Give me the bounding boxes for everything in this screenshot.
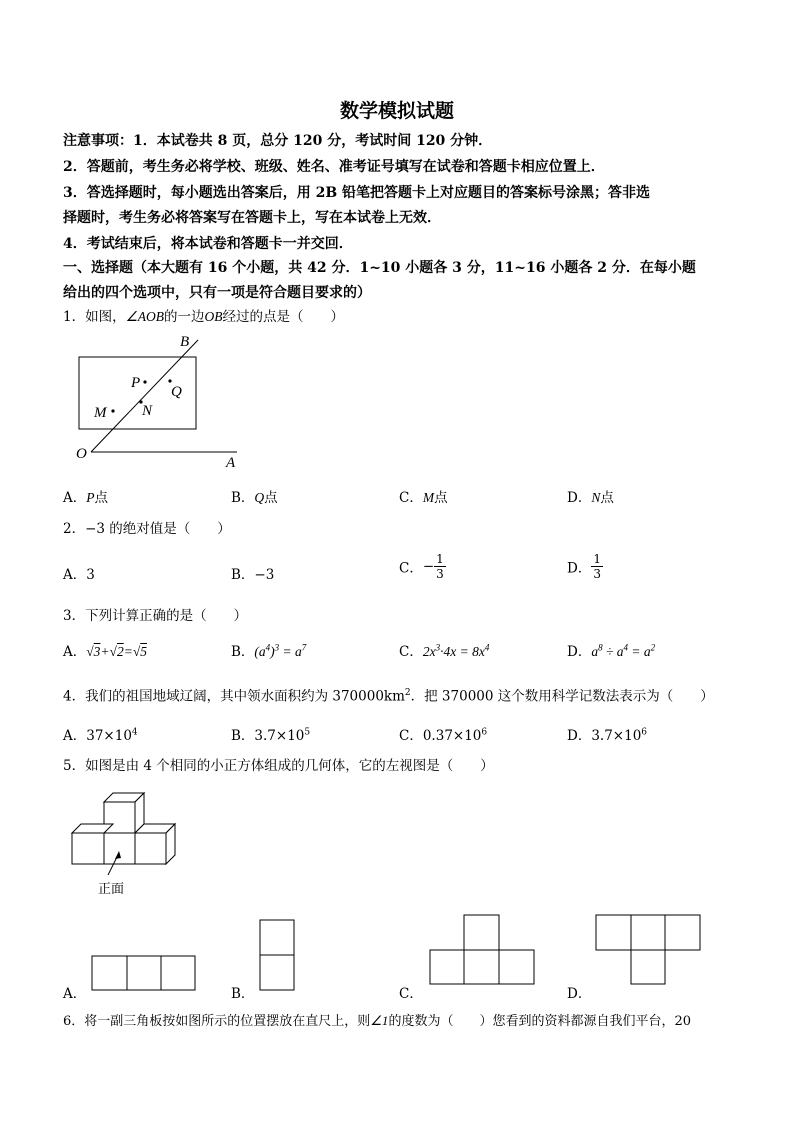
notes-line-4: 4．考试结束后，将本试卷和答题卡一并交回． [63, 236, 353, 252]
formula-a: √3+√2=√5 [86, 644, 147, 659]
q4-option-c[interactable]: C．$0.37\times 10^6$ [399, 727, 488, 744]
q2-option-c[interactable]: C．− $\frac{1}{3}$ [399, 552, 444, 581]
q2-option-b[interactable]: B．−3 [231, 567, 275, 583]
label-q: Q [171, 384, 182, 400]
q5-view-b [260, 920, 294, 990]
q5-view-a [92, 956, 195, 990]
question-5-stem: 5．如图是由 4 个相同的小正方体组成的几何体，它的左视图是（ ） [63, 758, 494, 774]
fraction-one-third: $\frac{1}{3}$ [436, 552, 444, 581]
label-m: M [94, 405, 107, 421]
notes-line-2: 2．答题前，考生务必将学校、班级、姓名、准考证号填写在试卷和答题卡相应位置上． [63, 159, 605, 175]
notes-line-3b: 择题时，考生务必将答案写在答题卡上，写在本试卷上无效． [63, 210, 441, 226]
question-3-stem: 3．下列计算正确的是（ ） [63, 608, 248, 624]
section-heading-2: 给出的四个选项中，只有一项是符合题目要求的） [63, 285, 371, 301]
q1-option-a[interactable]: A．P点 [63, 490, 108, 506]
label-b: B [180, 334, 190, 350]
notes-line-3a: 3．答选择题时，每小题选出答案后，用 2B 铅笔把答题卡上对应题目的答案标号涂黑；答非选 [63, 185, 651, 201]
label-p: P [131, 375, 141, 391]
question-1-stem: 1．如图，∠AOB的一边OB经过的点是（ ） [63, 309, 344, 325]
formula-c: $2x^3\cdot 4x = 8x^4$ [422, 642, 490, 659]
q4-option-a[interactable]: A．$37\times 10^4$ [63, 727, 138, 744]
right-cube-front-face [135, 833, 166, 864]
page-title: 数学模拟试题 [339, 100, 454, 122]
label-o: O [76, 446, 87, 462]
angle-1: ∠1 [370, 1013, 389, 1028]
notes-line-1: 注意事项：1．本试卷共 8 页，总分 120 分，考试时间 120 分钟． [63, 133, 493, 149]
q3-option-a[interactable]: A．√3+√2=√5 [63, 644, 147, 660]
formula-b: $(a^4)^3 = a^7$ [254, 642, 307, 659]
question-4-stem: 4．我们的祖国地域辽阔，其中领水面积约为 $370000km^2$．把 370000 这个数用科学记数法表示为（ ） [63, 688, 714, 705]
q2-option-a[interactable]: A．3 [63, 567, 95, 583]
middle-cube-front-face [104, 833, 135, 864]
question-2-stem: 2．−3 的绝对值是（ ） [63, 521, 231, 537]
angle-aob: ∠AOB [125, 309, 164, 324]
q4-option-d[interactable]: D．$3.7\times 10^6$ [567, 727, 648, 744]
q4-option-b[interactable]: B．$3.7\times 10^5$ [231, 727, 311, 744]
label-a: A [226, 455, 236, 471]
q1-option-b[interactable]: B．Q点 [231, 490, 278, 506]
q3-option-c[interactable]: C．$2x^3\cdot 4x = 8x^4$ [399, 642, 490, 660]
q5-option-c[interactable]: C． [399, 986, 423, 1002]
question-6-stem: 6．将一副三角板按如图所示的位置摆放在直尺上，则∠1的度数为（ ）您看到的资料都源自我们平台，20 [63, 1013, 691, 1029]
q3-option-b[interactable]: B．$(a^4)^3 = a^7$ [231, 642, 307, 660]
front-label: 正面 [98, 882, 125, 897]
ray-ob: OB [204, 309, 223, 324]
q5-option-d[interactable]: D． [567, 986, 592, 1002]
q1-option-c[interactable]: C．M点 [399, 490, 448, 506]
section-heading-1: 一、选择题（本大题有 16 个小题，共 42 分．1~10 小题各 3 分，11~16 小题各 2 分．在每小题 [63, 260, 696, 276]
q1-option-d[interactable]: D．N点 [567, 490, 614, 506]
label-n: N [142, 403, 153, 419]
formula-d: $a^8 \div a^4 = a^2$ [591, 642, 656, 659]
left-cube-front-face [72, 833, 104, 864]
q3-option-d[interactable]: D．$a^8 \div a^4 = a^2$ [567, 642, 656, 660]
notes-label: 注意事项： [63, 133, 133, 149]
q2-option-d[interactable]: D． $\frac{1}{3}$ [567, 552, 601, 581]
q5-option-b[interactable]: B． [231, 986, 255, 1002]
fraction-one-third: $\frac{1}{3}$ [593, 552, 601, 581]
q5-option-a[interactable]: A． [63, 986, 87, 1002]
q5-view-d [596, 915, 700, 984]
q5-view-c [430, 915, 534, 984]
